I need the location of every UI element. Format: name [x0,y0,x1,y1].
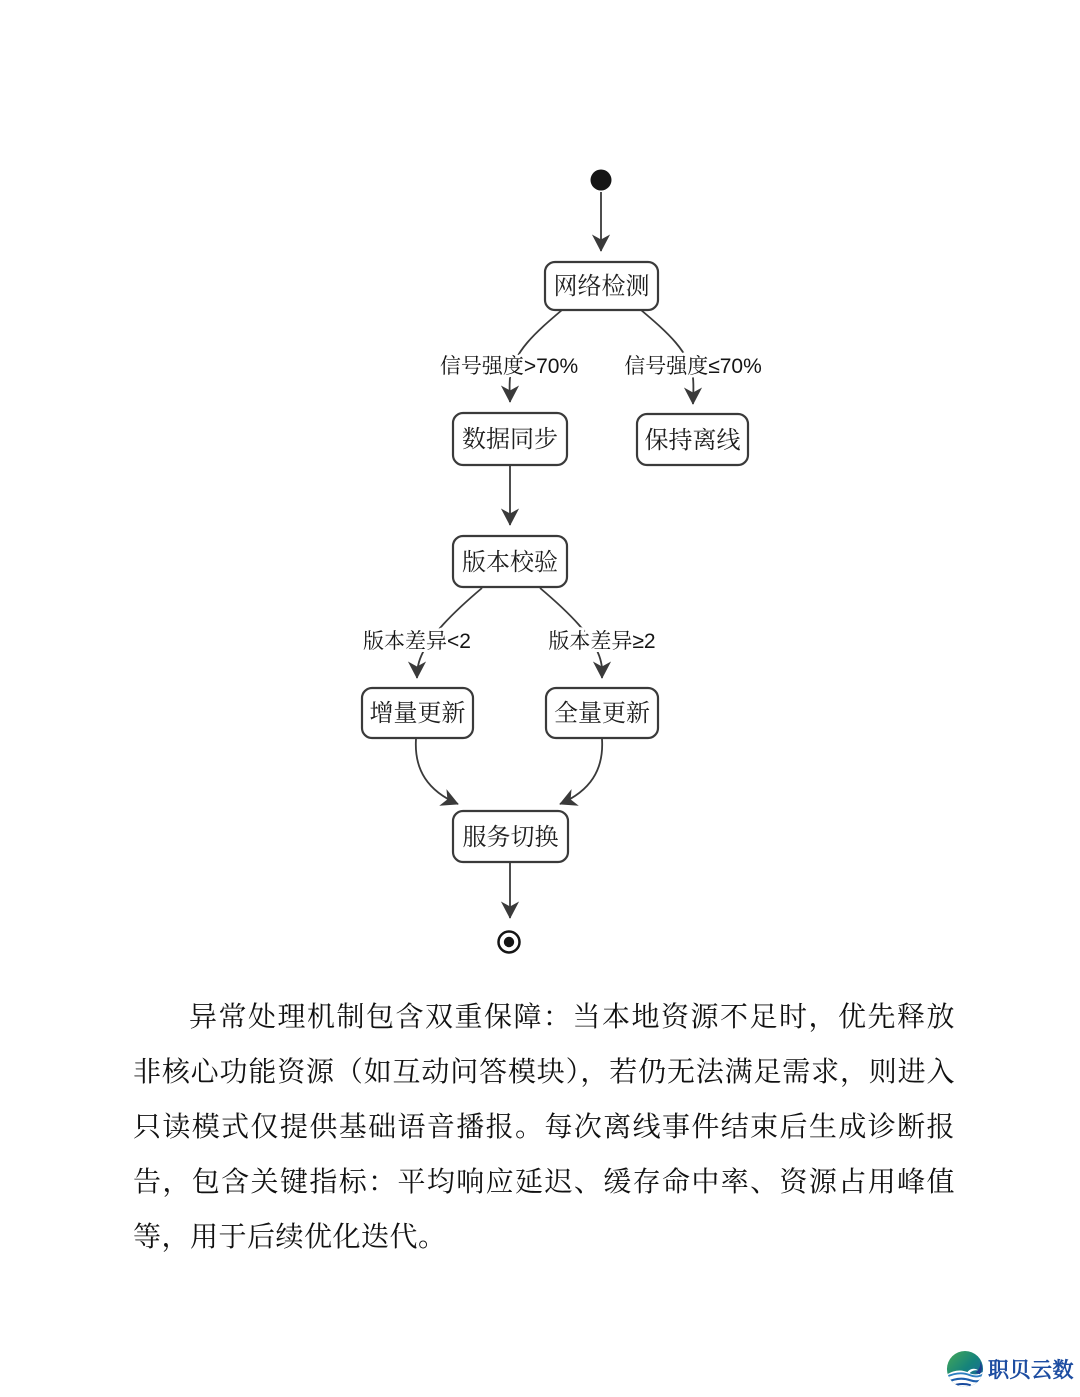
wave-globe-icon [946,1350,984,1388]
node-network-check-label: 网络检测 [553,273,650,300]
edge-full-to-switch [560,739,602,804]
edge-label-signal-high: 信号强度>70% [439,355,579,378]
body-paragraph: 异常处理机制包含双重保障：当本地资源不足时，优先释放非核心功能资源（如互动问答模块），若仍无法满足需求，则进入只读模式仅提供基础语音播报。每次离线事件结束后生成诊断报告，包含关键指标：平均响应延迟、缓存命中率、资源占用峰值等，用于后续优化迭代。 [133,1002,955,1253]
node-service-switch [453,811,568,862]
node-data-sync [453,413,567,465]
node-full-update [546,688,658,738]
node-stay-offline-label: 保持离线 [644,427,741,454]
edge-label-version-small: 版本差异<2 [363,630,471,653]
final-state-node [499,932,520,953]
logo-text: 职贝云数 [988,1359,1074,1382]
footer-logo [946,1350,1074,1388]
edge-label-signal-low: 信号强度≤70% [624,355,762,378]
node-data-sync-label: 数据同步 [462,426,558,453]
node-incremental-update [362,688,473,738]
node-version-check [453,536,567,587]
node-stay-offline [637,414,748,465]
node-version-check-label: 版本校验 [462,549,558,576]
node-service-switch-label: 服务切换 [462,824,559,851]
edge-incremental-to-switch [416,739,458,804]
edge-label-version-big: 版本差异≥2 [548,630,656,653]
initial-state-node [591,170,612,191]
node-network-check [545,262,658,310]
node-full-update-label: 全量更新 [554,700,650,727]
node-incremental-update-label: 增量更新 [369,700,466,727]
